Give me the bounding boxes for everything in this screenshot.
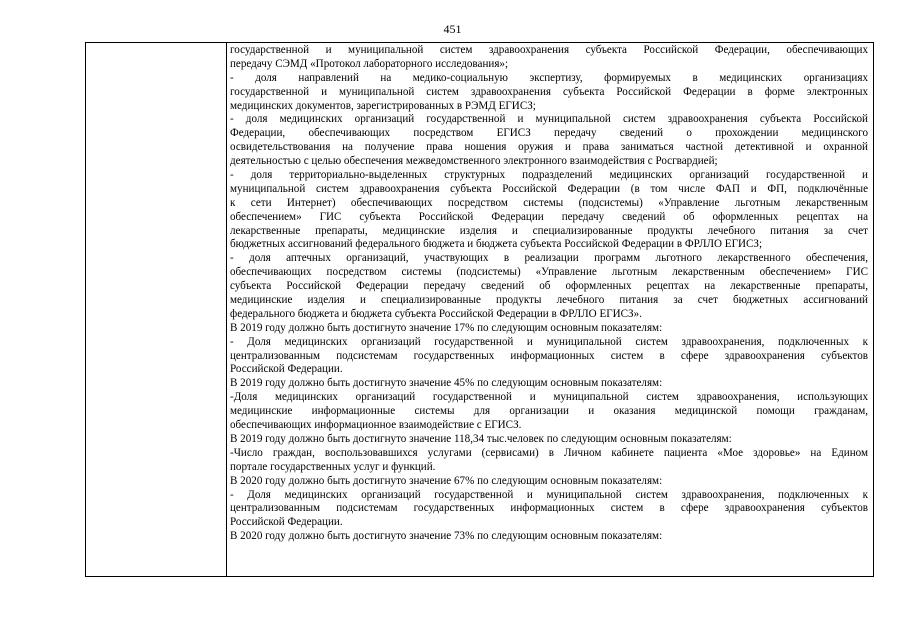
table-right-column	[227, 43, 873, 576]
text-line: - Доля медицинских организаций государственной и муниципальной систем здравоохранения, подключенных к	[230, 488, 868, 501]
text-line: - доля территориально-выделенных структурных подразделений медицинских организаций государственной и	[230, 169, 868, 182]
text-line: к сети Интернет) обеспечивающих посредством системы (подсистемы) «Управление льготным лекарственным	[230, 196, 868, 209]
text-line: централизованным подсистемам государственных информационных систем в сфере здравоохранения субъектов	[230, 349, 868, 362]
document-table	[85, 42, 874, 577]
text-line: - доля направлений на медико-социальную экспертизу, формируемых в медицинских организациях	[230, 71, 868, 84]
paragraph	[230, 391, 868, 433]
paragraph	[230, 489, 868, 531]
text-line: бюджетных ассигнований федерального бюджета и бюджета субъекта Российской Федерации в ФРЛЛО ЕГИСЗ;	[230, 238, 763, 251]
paragraph	[230, 336, 868, 378]
paragraph	[230, 322, 868, 336]
text-line: муниципальной систем здравоохранения субъекта Российской Федерации (в том числе ФАП и ФП, подключённые	[230, 182, 868, 195]
text-line: -Доля медицинских организаций государственной и муниципальной систем здравоохранения, использующих	[230, 391, 868, 404]
text-line: Российской Федерации.	[230, 516, 343, 529]
table-left-column	[86, 43, 227, 576]
paragraph	[230, 72, 868, 114]
text-line: государственной и муниципальной систем здравоохранения субъекта Российской Федерации, обеспечивающих	[230, 44, 868, 56]
text-line: В 2019 году должно быть достигнуто значение 45% по следующим основным показателям:	[230, 377, 663, 390]
text-line: Федерации, обеспечивающих посредством ЕГИСЗ передачу сведений о прохождении медицинского	[230, 127, 868, 140]
text-line: В 2020 году должно быть достигнуто значение 67% по следующим основным показателям:	[230, 474, 663, 487]
text-line: портале государственных услуг и функций.	[230, 460, 436, 473]
text-line: - Доля медицинских организаций государственной и муниципальной систем здравоохранения, подключенных к	[230, 335, 868, 348]
page-number: 451	[443, 22, 462, 36]
paragraph	[230, 113, 868, 169]
paragraph	[230, 530, 868, 544]
text-line: субъекта Российской Федерации передачу сведений об оформленных рецептах на лекарственные препараты,	[230, 280, 868, 293]
text-line: - доля медицинских организаций государственной и муниципальной систем здравоохранения субъекта Российской	[230, 113, 868, 126]
text-line: медицинские изделия и специализированные продукты лечебного питания за счет бюджетных ассигнований	[230, 294, 868, 307]
paragraph	[230, 44, 868, 72]
text-line: передачу СЭМД «Протокол лабораторного исследования»;	[230, 57, 509, 70]
text-line: обеспечивающих посредством системы (подсистемы) «Управление льготным лекарственным обеспечением» ГИС	[230, 266, 868, 279]
paragraph	[230, 447, 868, 475]
text-line: обеспечением» ГИС субъекта Российской Федерации передачу сведений об оформленных рецептах на	[230, 210, 868, 223]
paragraph	[230, 252, 868, 321]
text-line: медицинские информационные системы для организации и оказания медицинской помощи гражданам,	[230, 405, 868, 418]
text-line: В 2019 году должно быть достигнуто значение 118,34 тыс.человек по следующим основным показателям:	[230, 432, 732, 445]
text-line: -Число граждан, воспользовавшихся услугами (сервисами) в Личном кабинете пациента «Мое здоровье» на Едином	[230, 446, 868, 459]
paragraph	[230, 169, 868, 252]
paragraph	[230, 377, 868, 391]
text-line: В 2019 году должно быть достигнуто значение 17% по следующим основным показателям:	[230, 321, 663, 334]
text-line: - доля аптечных организаций, участвующих в реализации программ льготного лекарственного обеспечения,	[230, 252, 868, 265]
text-line: медицинских документов, зарегистрированных в РЭМД ЕГИСЗ;	[230, 99, 536, 112]
text-line: деятельностью с целью обеспечения межведомственного электронного взаимодействия с Росгвардией;	[230, 155, 718, 168]
text-line: обеспечивающих информационное взаимодействие с ЕГИСЗ.	[230, 419, 522, 432]
text-line: освидетельствования на получение права ношения оружия и права заниматься частной детективной и охранной	[230, 141, 868, 154]
paragraph	[230, 433, 868, 447]
text-line: Российской Федерации.	[230, 363, 343, 376]
text-line: В 2020 году должно быть достигнуто значение 73% по следующим основным показателям:	[230, 530, 663, 543]
text-line: лекарственные препараты, медицинские изделия и специализированные продукты лечебного питания за счет	[230, 224, 868, 237]
text-line: государственной и муниципальной систем здравоохранения субъекта Российской Федерации в форме электронных	[230, 85, 868, 98]
text-line: федерального бюджета и бюджета субъекта Российской Федерации в ФРЛЛО ЕГИСЗ».	[230, 307, 642, 320]
text-line: централизованным подсистемам государственных информационных систем в сфере здравоохранения субъектов	[230, 502, 868, 515]
paragraph	[230, 475, 868, 489]
